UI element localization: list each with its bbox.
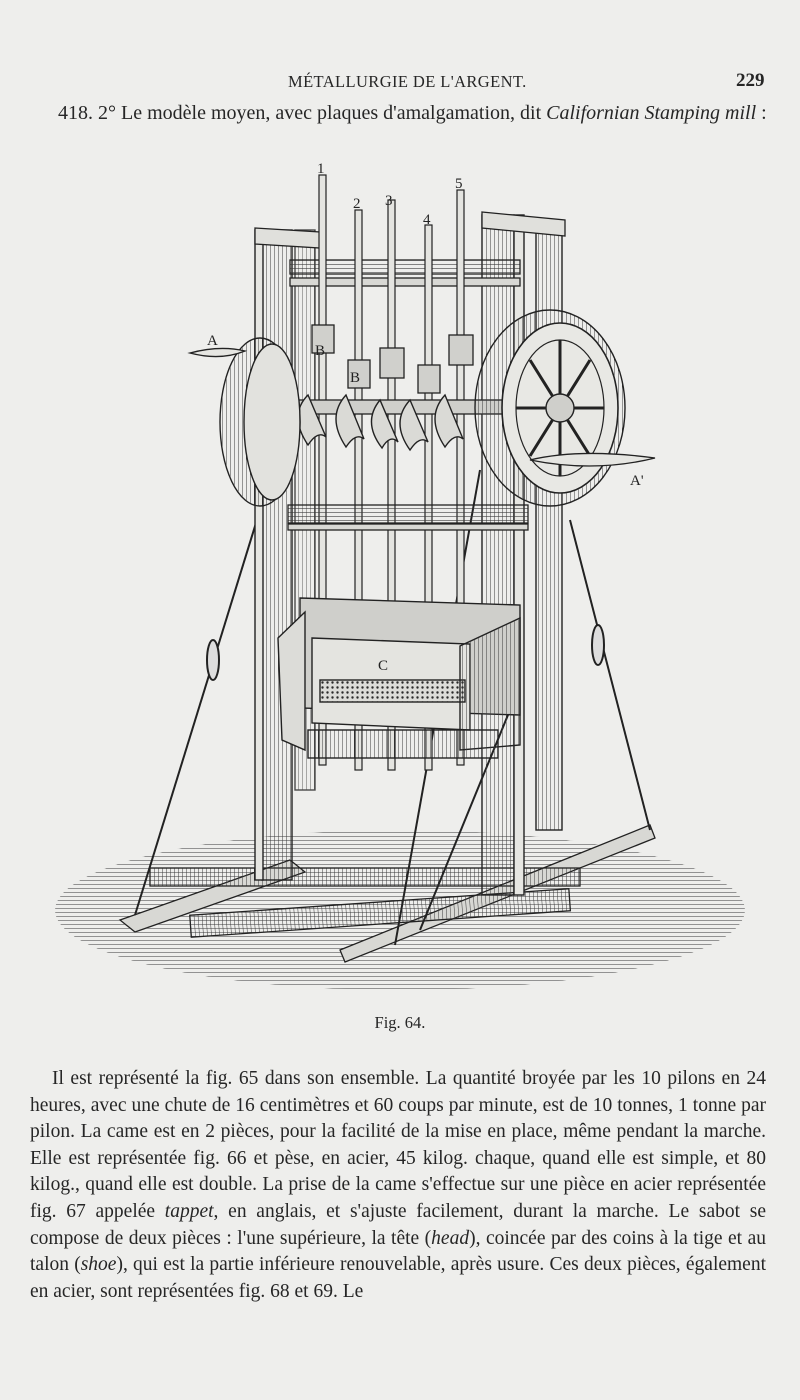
page-number: 229: [736, 70, 765, 91]
term-shoe: shoe: [80, 1254, 117, 1276]
label-stamp-2: 2: [353, 196, 361, 212]
label-stamp-4: 4: [423, 212, 431, 228]
section-tail: :: [756, 102, 767, 124]
running-header: [0, 68, 800, 94]
section-intro: [36, 98, 769, 129]
flywheel: [475, 310, 655, 506]
body-sentence-1: Il est représenté la fig. 65 dans son ensemble. La quantité broyée par les 10 pilons en 24 heures, avec une chute de 16 centimètres et 60 coups par minute, est de 10 tonnes, 1 tonne par pilon. La came est en 2 pièces, pour la facilité de la mise en place, même pendant la marche. Elle est représentée fig. 66 et pèse, en acier, 45 kilog. chaque, quand elle est simple, et 80 kilog., quand elle est double. La prise de la came s'effectue sur une pièce en acier représentée fig. 67 appelée: [30, 1068, 766, 1222]
label-pulley-a-prime: A': [630, 473, 644, 489]
stamp-mill-engraving: [50, 160, 750, 995]
guide-beams: [288, 505, 528, 530]
frame-posts: [255, 215, 562, 895]
mortar-box: [278, 598, 520, 758]
left-pulley: [190, 338, 300, 506]
running-title: MÉTALLURGIE DE L'ARGENT.: [288, 72, 527, 91]
body-paragraph: [30, 1066, 766, 1305]
figure-caption: Fig. 64.: [374, 1013, 426, 1032]
section-term: Californian Stamping mill: [546, 102, 757, 124]
body-sentence-2: , en anglais, et s'ajuste facilement, durant la marche. Le sabot se compose de deux pièces : l'une supérieure, la tête (: [30, 1200, 766, 1249]
label-tappet-b1: B: [315, 343, 326, 359]
body-sentence-3: ), coincée par des coins à la tige et au talon (: [30, 1227, 767, 1276]
label-stamp-1: 1: [317, 161, 325, 177]
term-tappet: tappet: [164, 1200, 214, 1222]
label-stamp-5: 5: [455, 176, 463, 192]
body-sentence-4: ), qui est la partie inférieure renouvelable, après usure. Ces deux pièces, également en acier, sont représentées fig. 68 et 69. Le: [30, 1254, 767, 1302]
section-number: 418.: [58, 102, 93, 124]
section-lead: 2° Le modèle moyen, avec plaques d'amalgamation, dit: [98, 102, 542, 124]
label-mortar-c: C: [378, 658, 389, 674]
paragraph: [30, 1066, 766, 1305]
label-pulley-a: A: [207, 333, 218, 349]
label-stamp-3: 3: [385, 193, 393, 209]
label-tappet-b2: B: [350, 370, 361, 386]
term-head: head: [431, 1227, 470, 1249]
